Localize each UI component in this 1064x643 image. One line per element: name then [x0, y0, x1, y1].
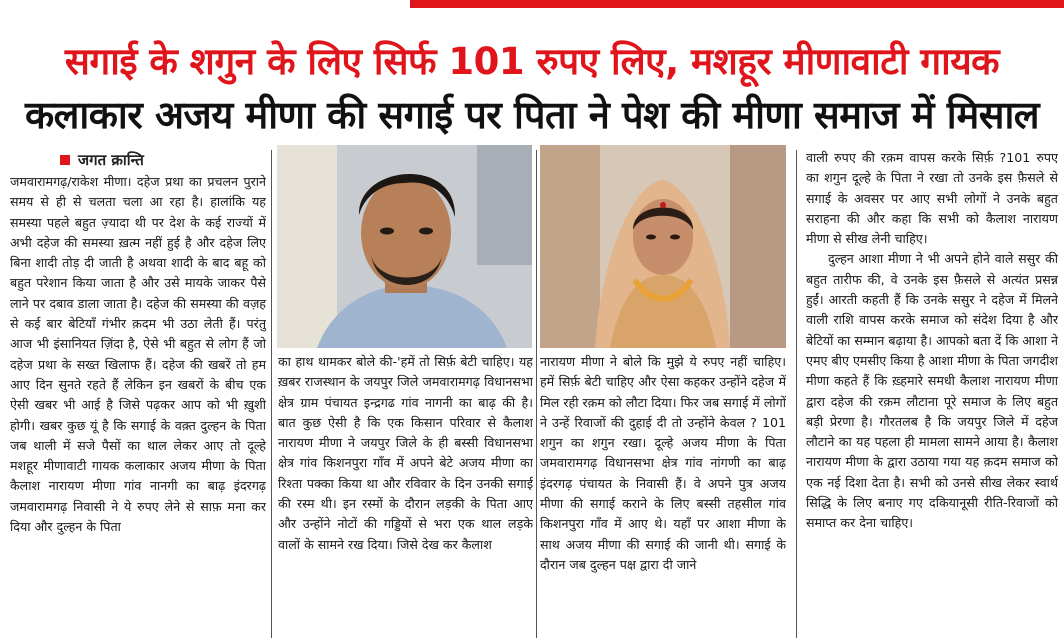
- byline-text: जगत क्रान्ति: [78, 151, 144, 169]
- groom-photo: [277, 145, 532, 348]
- column-divider: [536, 150, 537, 638]
- article-paragraph: का हाथ थामकर बोले की-'हमें तो सिर्फ़ बेटी चाहिए। यह ख़बर राजस्थान के जयपुर जिले जमवारामगढ़ विधानसभा क्षेत्र ग्राम पंचायत इन्द्रगढ गांव नागनी का बाढ़ की है। बात कुछ ऐसी है कि एक किसान परिवार से कैलाश नारायण मीणा ने जयपुर जिले के ही बस्सी विधानसभा क्षेत्र गांव किशनपुरा गाँव में अपने बेटे अजय मीणा का रिश्ता पक्का किया था और रविवार के दिन उनकी सगाई की रस्म थी। इन रस्मों के दौरान लड़की के पिता आए और उन्होंने नोटों की गड्डियों से भरा एक थाल लड़के वालों के सामने रख दिया। जिसे देख कर कैलाश: [278, 354, 533, 552]
- bride-photo: [540, 145, 786, 348]
- headline-line-1: सगाई के शगुन के लिए सिर्फ 101 रुपए लिए, मशहूर मीणावाटी गायक: [64, 40, 1000, 83]
- article-paragraph: वाली रुपए की रक़म वापस करके सिर्फ़ ?101 रुपए का शगुन दूल्हे के पिता ने रखा तो उनके इस फ़ैसले से सगाई के अवसर पर आए सभी लोगों ने उनके बहुत सराहना की और कहा कि सभी को कैलाश नारायण मीणा से सीख लेनी चाहिए।: [806, 150, 1058, 247]
- article-column-1: [10, 172, 266, 638]
- article-paragraph: दुल्हन आशा मीणा ने भी अपने होने वाले ससुर की बहुत तारीफ की, वे उनके इस फ़ैसले से अत्यंत प्रसन्न हुईं। आरती कहती हैं कि उनके ससुर ने दहेज में मिलने वाली राशि वापस करके समाज को संदेश दिया है और बेटियों का सम्मान बढ़ाया है। आपको बता दें कि आशा ने एमए बीए एमसीए किया है आशा मीणा के पिता जगदीश मीणा कहते हैं कि ख़्हमारे समधी कैलाश नारायण मीणा द्वारा दहेज की रक़म लौटाना पूरे समाज के लिए बहुत बड़ी प्रेरणा है। गौरतलब है कि जयपुर जिले में दहेज लौटाने का यह पहला ही मामला सामने आया है। कैलाश नारायण मीणा के द्वारा उठाया गया यह क़दम समाज को एक नई दिशा देता है। सभी को उनसे सीख लेकर स्वार्थ सिद्धि के लिए बनाए गए दकियानूसी रीति-रिवाजों को समाप्त कर देना चाहिए।: [806, 251, 1058, 531]
- headline-line-2: कलाकार अजय मीणा की सगाई पर पिता ने पेश की मीणा समाज में मिसाल: [24, 93, 1040, 137]
- article-paragraph: जमवारामगढ़/राकेश मीणा। दहेज प्रथा का प्रचलन पुराने समय से ही से चलता चला आ रहा है। हालांकि यह समस्या पहले बहुत ज़्यादा थी पर देश के कई राज्यों में अभी दहेज की समस्या ख़त्म नहीं हुई है और दहेज लिए बिना शादी तोड़ दी जाती है अथवा शादी के बाद बहू को बहुत परेशान किया जाता है और उसे मायके जाकर पैसे लाने पर दबाव डाला जाता है। दहेज की समस्या की वज़ह से कई बार बेटियाँ गंभीर क़दम भी उठा लेती हैं। परंतु आज भी इंसानियत ज़िंदा है, ऐसे भी बहुत से लोग हैं जो दहेज प्रथा के सख्त खिलाफ हैं। दहेज की खबरें तो हम आए दिन सुनते रहते हैं लेकिन इन खबरों के बीच एक ऐसी खबर भी आई है जिसे पढ़कर आप को भी ख़ुशी होगी। खबर कुछ यूं है कि सगाई के वक़्त दुल्हन के पिता जब थाली में सजे पैसों का थाल लेकर आए तो दूल्हे मशहूर मीणावाटी गायक कलाकार अजय मीणा के पिता कैलाश नारायण मीणा गांव नानगी का बाढ़ इंदरगढ़ जमवारामगढ़ निवासी ने ये रुपए लेने से साफ़ मना कर दिया और दुल्हन के पिता: [10, 174, 266, 535]
- byline: [60, 150, 144, 170]
- article-column-3: [540, 352, 786, 638]
- article-column-2: [278, 352, 533, 638]
- groom-portrait-image: [277, 145, 532, 348]
- article-paragraph: नारायण मीणा ने बोले कि मुझे ये रुपए नहीं चाहिए। हमें सिर्फ़ बेटी चाहिए और ऐसा कहकर उन्होंने दहेज में मिल रही रक़म को लौटा दिया। फिर जब सगाई में लोगों ने उन्हें रिवाजों की दुहाई दी तो उन्होंने केवल ? 101 शगुन का शगुन रखा। दूल्हे अजय मीणा के पिता जमवारामगढ़ विधानसभा क्षेत्र गांव नांगणी का बाढ़ इंदरगढ़ पंचायत के निवासी हैं। वे अपने पुत्र अजय मीणा की सगाई कराने के लिए बस्सी तहसील गांव किशनपुरा गाँव में आए थे। यहाँ पर आशा मीणा के साथ अजय मीणा की सगाई की जानी थी। सगाई के दौरान जब दुल्हन पक्ष द्वारा दी जाने: [540, 354, 786, 572]
- article-column-4: [806, 148, 1058, 638]
- column-divider: [271, 150, 272, 638]
- square-bullet-icon: [60, 155, 70, 165]
- top-accent-bar: [410, 0, 1064, 8]
- bride-portrait-image: [540, 145, 786, 348]
- column-divider: [796, 150, 797, 638]
